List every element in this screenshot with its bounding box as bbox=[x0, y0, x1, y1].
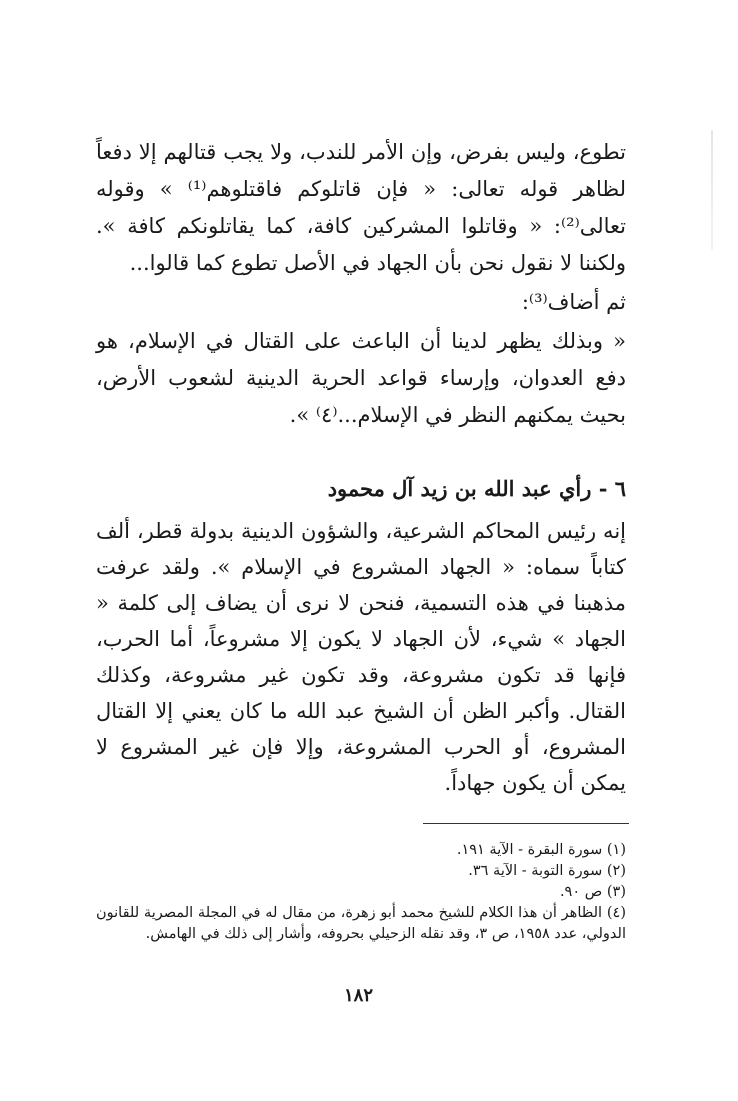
paragraph-quote bbox=[96, 323, 626, 434]
footnote-divider bbox=[423, 823, 629, 824]
paragraph-added bbox=[96, 284, 626, 321]
paragraph-text: إنه رئيس المحاكم الشرعية، والشؤون الدينية بدولة قطر، ألف كتاباً سماه: « الجهاد المشروع في الإسلام ». ولقد عرفت مذهبنا في هذه التسمية، فنحن لا نرى أن يضاف إلى كلمة « الجهاد » شيء، لأن الجهاد لا يكون إلا مشروعاً، أما الحرب، فإنها قد تكون مشروعة، وقد تكون غير مشروعة، وكذلك القتال. وأكبر الظن أن الشيخ عبد الله ما كان يعني إلا القتال المشروع، أو الحرب المشروعة، وإلا فإن غير المشروع لا يمكن أن يكون جهاداً. bbox=[96, 519, 626, 795]
paragraph-section-body bbox=[96, 513, 626, 801]
page-number: ١٨٢ bbox=[344, 985, 374, 1006]
footnote-2: (٢) سورة التوبة - الآية ٣٦. bbox=[468, 863, 626, 879]
paragraph-text: تطوع، وليس بفرض، وإن الأمر للندب، ولا يجب قتالهم إلا دفعاً لظاهر قوله تعالى: « فإن قاتلوكم فاقتلوهم⁽¹⁾ » وقوله تعالى⁽²⁾: « وقاتلوا المشركين كافة، كما يقاتلونكم كافة ». ولكننا لا نقول نحن بأن الجهاد في الأصل تطوع كما قالوا... bbox=[96, 140, 626, 275]
footnote-3: (٣) ص ٩٠. bbox=[559, 884, 626, 900]
footnote-1: (١) سورة البقرة - الآية ١٩١. bbox=[456, 842, 626, 858]
footnote-4: (٤) الظاهر أن هذا الكلام للشيخ محمد أبو زهرة، من مقال له في المجلة المصرية للقانون الدولي، عدد ١٩٥٨، ص ٣، وقد نقله الزحيلي بحروفه، وأشار إلى ذلك في الهامش. bbox=[96, 905, 626, 942]
footnotes bbox=[96, 840, 626, 945]
paragraph-text: ثم أضاف⁽³⁾: bbox=[521, 290, 626, 314]
section-heading: ٦ - رأي عبد الله بن زيد آل محمود bbox=[327, 476, 626, 501]
paragraph-text: « وبذلك يظهر لدينا أن الباعث على القتال في الإسلام، هو دفع العدوان، وإرساء قواعد الحرية الدينية لشعوب الأرض، بحيث يمكنهم النظر في الإسلام...⁽٤⁾ ». bbox=[96, 329, 626, 427]
paragraph-quote-continuation bbox=[96, 134, 626, 282]
scan-margin-mark bbox=[711, 130, 713, 250]
